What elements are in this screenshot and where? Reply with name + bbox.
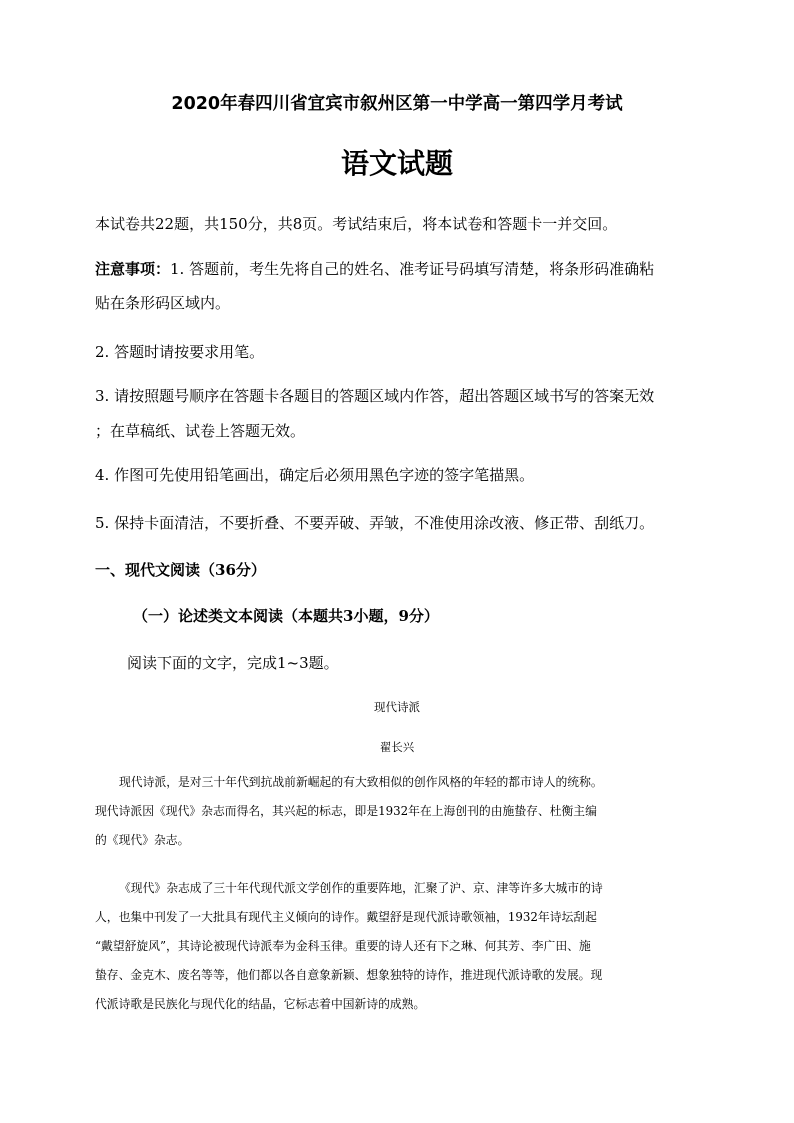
notes-item4: 4. 作图可先使用铅笔画出，确定后必须用黑色字迹的签字笔描黑。 [95,466,535,484]
article-p1-line2: 现代诗派因《现代》杂志而得名，其兴起的标志，即是1932年在上海创刊的由施蛰存、杜衡主编 [95,804,597,818]
notes-item1-text: 1. 答题前，考生先将自己的姓名、准考证号码填写清楚，将条形码准确粘 [170,260,655,278]
article-p1-line1: 现代诗派，是对三十年代到抗战前新崛起的有大致相似的创作风格的年轻的都市诗人的统称。 [119,775,603,789]
article-p2-line2: 人，也集中刊发了一大批具有现代主义倾向的诗作。戴望舒是现代派诗歌领袖，1932年诗坛刮起 [95,910,597,924]
article-p2-line4: 蛰存、金克木、废名等等，他们都以各自意象新颖、想象独特的诗作，推进现代派诗歌的发展。现 [95,968,603,982]
article-paragraph-2 [95,874,700,1019]
notes-item1-line1 [95,258,700,280]
section1-heading: 一、现代文阅读（36分） [95,561,266,579]
article-title: 现代诗派 [374,700,420,714]
notes-item2: 2. 答题时请按要求用笔。 [95,343,265,361]
article-p2-line1: 《现代》杂志成了三十年代现代派文学创作的重要阵地，汇聚了沪、京、津等许多大城市的诗 [119,881,603,895]
article-p1-line3: 的《现代》杂志。 [95,833,190,847]
notes-label: 注意事项： [95,260,171,278]
exam-intro-text: 本试卷共22题，共150分，共8页。考试结束后，将本试卷和答题卡一并交回。 [95,215,618,233]
section1-subheading: （一）论述类文本阅读（本题共3小题，9分） [133,607,439,625]
notes-item3-line2: ；在草稿纸、试卷上答题无效。 [95,422,306,440]
article-p2-line5: 代派诗歌是民族化与现代化的结晶，它标志着中国新诗的成熟。 [95,997,426,1011]
article-p2-line3: “戴望舒旋风”，其诗论被现代诗派奉为金科玉律。重要的诗人还有下之琳、何其芳、李广田、施 [95,939,591,953]
notes-item3-line1: 3. 请按照题号顺序在答题卡各题目的答题区域内作答，超出答题区域书写的答案无效 [95,387,655,405]
exam-subject-title: 语文试题 [340,147,453,180]
notes-item1-line2: 贴在条形码区域内。 [95,294,231,312]
notes-item5: 5. 保持卡面清洁，不要折叠、不要弄破、弄皱，不准使用涂改液、修正带、刮纸刀。 [95,514,655,532]
exam-main-title: 2020年春四川省宜宾市叙州区第一中学高一第四学月考试 [171,94,623,114]
article-paragraph-1 [95,768,700,855]
section1-instruction: 阅读下面的文字，完成1~3题。 [127,654,339,672]
article-author: 翟长兴 [379,740,415,754]
